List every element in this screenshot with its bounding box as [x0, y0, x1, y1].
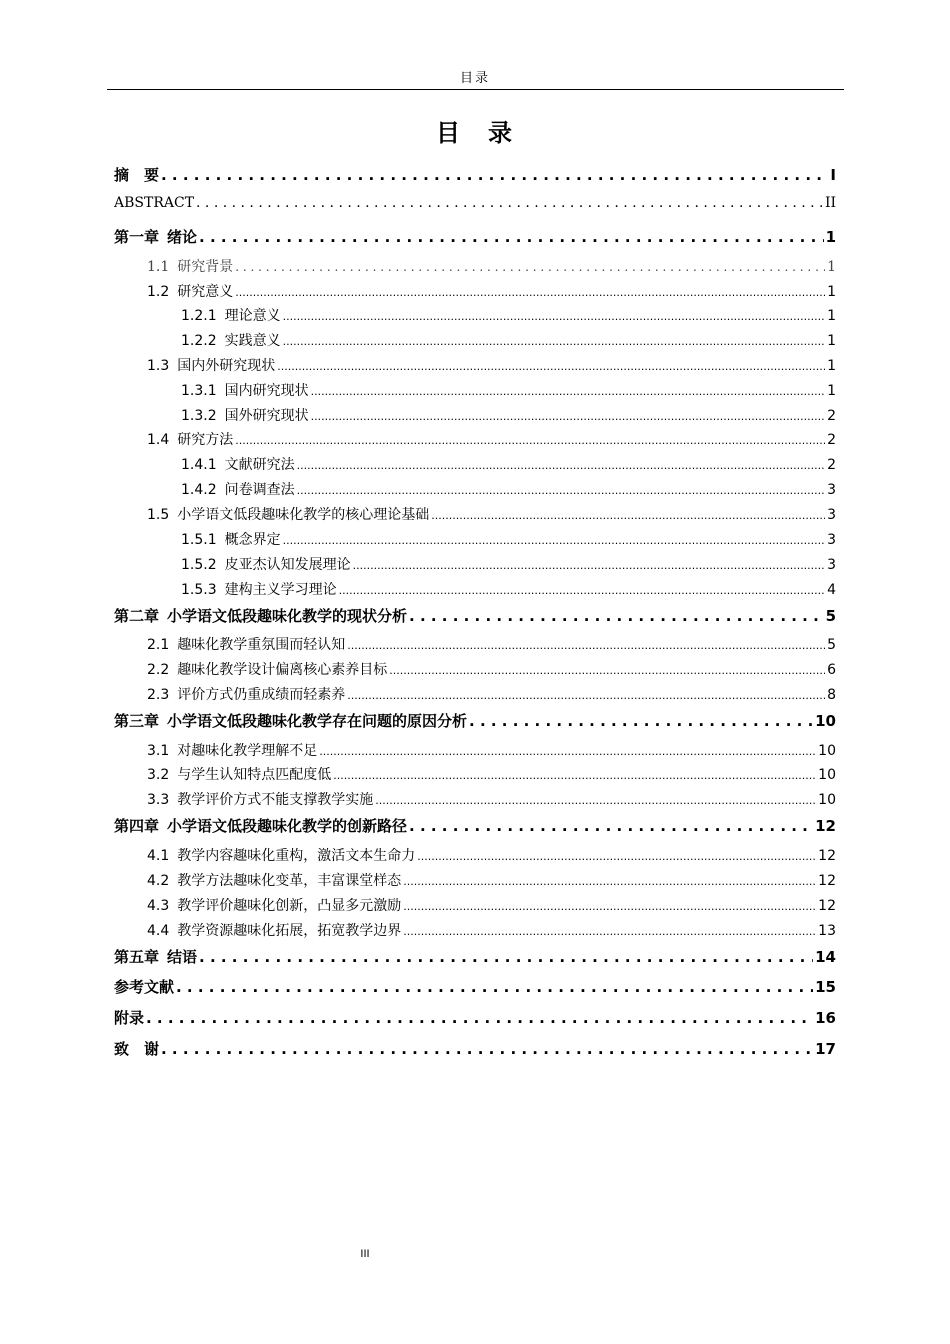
toc-entry-number: 1.2.2	[181, 333, 217, 349]
toc-entry-label	[147, 764, 331, 784]
toc-entry-number: 1.3	[147, 358, 170, 374]
toc-entry-number: 第五章	[114, 948, 160, 966]
toc-entry-label	[181, 405, 309, 425]
toc-entry[interactable]	[114, 976, 836, 998]
toc-entry-page: II	[824, 195, 836, 211]
dot-leader	[176, 978, 813, 996]
toc-entry-number: 第三章	[114, 712, 160, 730]
toc-entry[interactable]	[147, 355, 836, 377]
toc-entry-title: 理论意义	[224, 308, 281, 324]
toc-entry-title: 参考文献	[114, 978, 175, 996]
toc-entry[interactable]	[114, 1038, 836, 1060]
toc-entry-label	[147, 355, 275, 375]
dot-leader	[469, 712, 813, 730]
toc-entry-label	[114, 1007, 144, 1028]
toc-entry[interactable]	[114, 195, 836, 217]
toc-entry-title: 趣味化教学重氛围而轻认知	[177, 637, 346, 653]
dot-leader	[403, 923, 816, 939]
toc-entry-page: 12	[818, 848, 836, 864]
toc-entry-page: 1	[827, 383, 836, 399]
toc-entry-title: 教学方法趣味化变革，丰富课堂样态	[177, 873, 402, 889]
toc-entry-number: 1.4.2	[181, 482, 217, 498]
dot-leader	[161, 166, 828, 184]
toc-entry[interactable]	[147, 634, 836, 656]
toc-entry-number: 1.2	[147, 284, 170, 300]
toc-entry-number: 1.3.2	[181, 408, 217, 424]
toc-entry-number: 3.3	[147, 792, 170, 808]
toc-entry[interactable]	[181, 454, 836, 476]
toc-entry[interactable]	[181, 405, 836, 427]
toc-entry-page: 10	[815, 712, 836, 730]
toc-entry-title: 皮亚杰认知发展理论	[224, 557, 351, 573]
toc-entry-title: 教学评价趣味化创新，凸显多元激励	[177, 898, 402, 914]
toc-entry[interactable]	[147, 740, 836, 762]
toc-entry-label	[181, 454, 295, 474]
dot-leader	[199, 948, 813, 966]
dot-leader	[431, 507, 825, 523]
toc-entry-title: 实践意义	[224, 333, 281, 349]
toc-entry[interactable]	[181, 479, 836, 501]
toc-entry-title: 致 谢	[114, 1040, 160, 1058]
dot-leader	[161, 1040, 813, 1058]
toc-entry[interactable]	[147, 789, 836, 811]
toc-entry[interactable]	[147, 684, 836, 706]
toc-entry-page: 3	[827, 557, 836, 573]
toc-entry[interactable]	[147, 429, 836, 451]
toc-entry-title: 小学语文低段趣味化教学的现状分析	[167, 607, 408, 625]
toc-entry-page: 12	[818, 873, 836, 889]
dot-leader	[347, 637, 825, 653]
toc-entry-page: 5	[827, 637, 836, 653]
toc-entry-number: 4.3	[147, 898, 170, 914]
toc-entry-title: 文献研究法	[224, 457, 295, 473]
dot-leader	[409, 817, 813, 835]
dot-leader	[409, 607, 824, 625]
toc-entry-label	[114, 1038, 159, 1059]
toc-entry-page: 12	[815, 817, 836, 835]
dot-leader	[403, 873, 816, 889]
toc-entry-label	[147, 684, 345, 704]
dot-leader	[235, 259, 825, 275]
dot-leader	[283, 308, 825, 324]
dot-leader	[235, 432, 825, 448]
dot-leader	[403, 898, 816, 914]
toc-entry-number: 1.5.2	[181, 557, 217, 573]
toc-entry-title: 评价方式仍重成绩而轻素养	[177, 687, 346, 703]
dot-leader	[146, 1009, 813, 1027]
dot-leader	[319, 743, 816, 759]
toc-entry-page: 3	[827, 482, 836, 498]
toc-entry-title: 绪论	[167, 228, 198, 246]
toc-entry-page: 5	[825, 607, 836, 625]
toc-entry-number: 2.2	[147, 662, 170, 678]
toc-entry-page: 12	[818, 898, 836, 914]
toc-entry-number: 2.1	[147, 637, 170, 653]
toc-entry[interactable]	[147, 256, 836, 278]
toc-entry-number: 1.4	[147, 432, 170, 448]
toc-entry-label	[181, 330, 281, 350]
toc-entry-page: 3	[827, 532, 836, 548]
toc-entry[interactable]	[114, 226, 836, 248]
toc-entry-page: 16	[815, 1009, 836, 1027]
toc-entry-label	[114, 605, 407, 626]
dot-leader	[339, 582, 825, 598]
toc-entry-page: 1	[827, 308, 836, 324]
toc-entry-page: 17	[815, 1040, 836, 1058]
toc-entry-page: 2	[827, 408, 836, 424]
toc-entry-page: 15	[815, 978, 836, 996]
toc-entry-label	[147, 429, 233, 449]
dot-leader	[311, 408, 825, 424]
toc-entry-number: 第四章	[114, 817, 160, 835]
dot-leader	[353, 557, 825, 573]
toc-entry[interactable]	[181, 305, 836, 327]
toc-entry-page: 10	[818, 767, 836, 783]
toc-entry-label	[114, 195, 194, 211]
toc-entry-title: 小学语文低段趣味化教学的创新路径	[167, 817, 408, 835]
toc-entry-title: 教学评价方式不能支撑教学实施	[177, 792, 374, 808]
toc-entry-label	[181, 554, 351, 574]
toc-entry[interactable]	[147, 870, 836, 892]
toc-entry-title: 小学语文低段趣味化教学的核心理论基础	[177, 507, 430, 523]
toc-entry-title: ABSTRACT	[114, 195, 195, 211]
toc-entry[interactable]	[147, 895, 836, 917]
toc-entry-title: 小学语文低段趣味化教学存在问题的原因分析	[167, 712, 468, 730]
toc-entry[interactable]	[114, 1007, 836, 1029]
toc-entry-page: 8	[827, 687, 836, 703]
toc-entry-number: 4.4	[147, 923, 170, 939]
toc-entry-label	[147, 789, 373, 809]
toc-entry-page: 1	[827, 333, 836, 349]
toc-entry-label	[147, 634, 345, 654]
toc-entry-number: 第二章	[114, 607, 160, 625]
toc-entry-label	[181, 579, 337, 599]
toc-entry-title: 研究意义	[177, 284, 234, 300]
toc-entry-number: 1.3.1	[181, 383, 217, 399]
toc-entry-page: 10	[818, 743, 836, 759]
toc-title-first-char: 目	[436, 119, 462, 147]
dot-leader	[235, 284, 825, 300]
toc-entry-page: I	[830, 166, 836, 184]
toc-entry-number: 2.3	[147, 687, 170, 703]
toc-entry-title: 研究背景	[177, 259, 234, 275]
toc-entry-number: 1.4.1	[181, 457, 217, 473]
toc-entry-number: 3.1	[147, 743, 170, 759]
toc-entry-number: 1.1	[147, 259, 170, 275]
toc-entry-page: 1	[827, 259, 836, 275]
toc-entry-title: 问卷调查法	[224, 482, 295, 498]
toc-entry-number: 1.5.1	[181, 532, 217, 548]
toc-entry[interactable]	[114, 946, 836, 968]
toc-entry-title: 概念界定	[224, 532, 281, 548]
toc-entry[interactable]	[147, 281, 836, 303]
toc-entry-page: 14	[815, 948, 836, 966]
toc-entry-number: 4.1	[147, 848, 170, 864]
toc-entry[interactable]	[181, 529, 836, 551]
toc-entry-number: 1.5	[147, 507, 170, 523]
toc-entry-page: 13	[818, 923, 836, 939]
dot-leader	[297, 457, 825, 473]
toc-entry-page: 1	[825, 228, 836, 246]
dot-leader	[347, 687, 825, 703]
toc-entry-page: 10	[818, 792, 836, 808]
toc-entry-title: 趣味化教学设计偏离核心素养目标	[177, 662, 388, 678]
toc-entry-number: 1.5.3	[181, 582, 217, 598]
toc-entry-label	[114, 164, 159, 185]
toc-entry-page: 3	[827, 507, 836, 523]
toc-entry-title: 建构主义学习理论	[224, 582, 337, 598]
page-number: III	[360, 1248, 370, 1260]
toc-entry[interactable]	[147, 659, 836, 681]
toc-entry-page: 4	[827, 582, 836, 598]
toc-entry-number: 1.2.1	[181, 308, 217, 324]
toc-entry-title: 国外研究现状	[224, 408, 309, 424]
dot-leader	[196, 195, 823, 211]
toc-entry-title: 教学资源趣味化拓展，拓宽教学边界	[177, 923, 402, 939]
toc-entry-label	[114, 710, 467, 731]
toc-entry[interactable]	[147, 764, 836, 786]
toc-entry[interactable]	[114, 815, 836, 837]
toc-entry-label	[147, 504, 429, 524]
toc-entry-label	[114, 946, 197, 967]
toc-entry-label	[114, 226, 197, 247]
toc-entry[interactable]	[147, 920, 836, 942]
toc-entry-label	[147, 256, 233, 276]
dot-leader	[283, 532, 825, 548]
dot-leader	[277, 358, 825, 374]
toc-entry-title: 教学内容趣味化重构，激活文本生命力	[177, 848, 416, 864]
toc-entry-title: 对趣味化教学理解不足	[177, 743, 318, 759]
toc-entry-label	[147, 659, 387, 679]
toc-entry[interactable]	[181, 380, 836, 402]
toc-entry-number: 4.2	[147, 873, 170, 889]
toc-entry-label	[147, 281, 233, 301]
toc-entry[interactable]	[114, 605, 836, 627]
toc-entry-label	[181, 529, 281, 549]
toc-title-second-char: 录	[488, 119, 514, 147]
dot-leader	[297, 482, 825, 498]
dot-leader	[417, 848, 816, 864]
dot-leader	[283, 333, 825, 349]
toc-entry-label	[181, 380, 309, 400]
dot-leader	[389, 662, 825, 678]
toc-entry-page: 1	[827, 284, 836, 300]
toc-entry-page: 2	[827, 457, 836, 473]
toc-entry[interactable]	[147, 845, 836, 867]
toc-entry[interactable]	[181, 579, 836, 601]
toc-entry-label	[147, 920, 401, 940]
toc-entry-page: 1	[827, 358, 836, 374]
toc-entry-label	[147, 870, 401, 890]
toc-entry-label	[181, 305, 281, 325]
toc-entry-title: 研究方法	[177, 432, 234, 448]
toc-entry[interactable]	[181, 330, 836, 352]
dot-leader	[311, 383, 825, 399]
toc-entry-label	[114, 976, 174, 997]
dot-leader	[199, 228, 824, 246]
toc-entry-number: 第一章	[114, 228, 160, 246]
toc-entry[interactable]	[181, 554, 836, 576]
toc-entry-label	[147, 845, 415, 865]
dot-leader	[333, 767, 816, 783]
running-header: 目录	[459, 71, 490, 86]
toc-entry-label	[114, 815, 407, 836]
toc-entry-title: 与学生认知特点匹配度低	[177, 767, 332, 783]
toc-entry-title: 国内研究现状	[224, 383, 309, 399]
toc-entry-label	[147, 895, 401, 915]
toc-entry-label	[181, 479, 295, 499]
toc-entry-label	[147, 740, 317, 760]
toc-entry-title: 附录	[114, 1009, 145, 1027]
dot-leader	[375, 792, 816, 808]
toc-entry-title: 结语	[167, 948, 198, 966]
toc-entry-page: 6	[827, 662, 836, 678]
toc-entry[interactable]	[114, 164, 836, 186]
toc-entry-title: 摘 要	[114, 166, 160, 184]
toc-entry-number: 3.2	[147, 767, 170, 783]
toc-entry-title: 国内外研究现状	[177, 358, 276, 374]
toc-entry[interactable]	[147, 504, 836, 526]
toc-entry-page: 2	[827, 432, 836, 448]
toc-entry[interactable]	[114, 710, 836, 732]
